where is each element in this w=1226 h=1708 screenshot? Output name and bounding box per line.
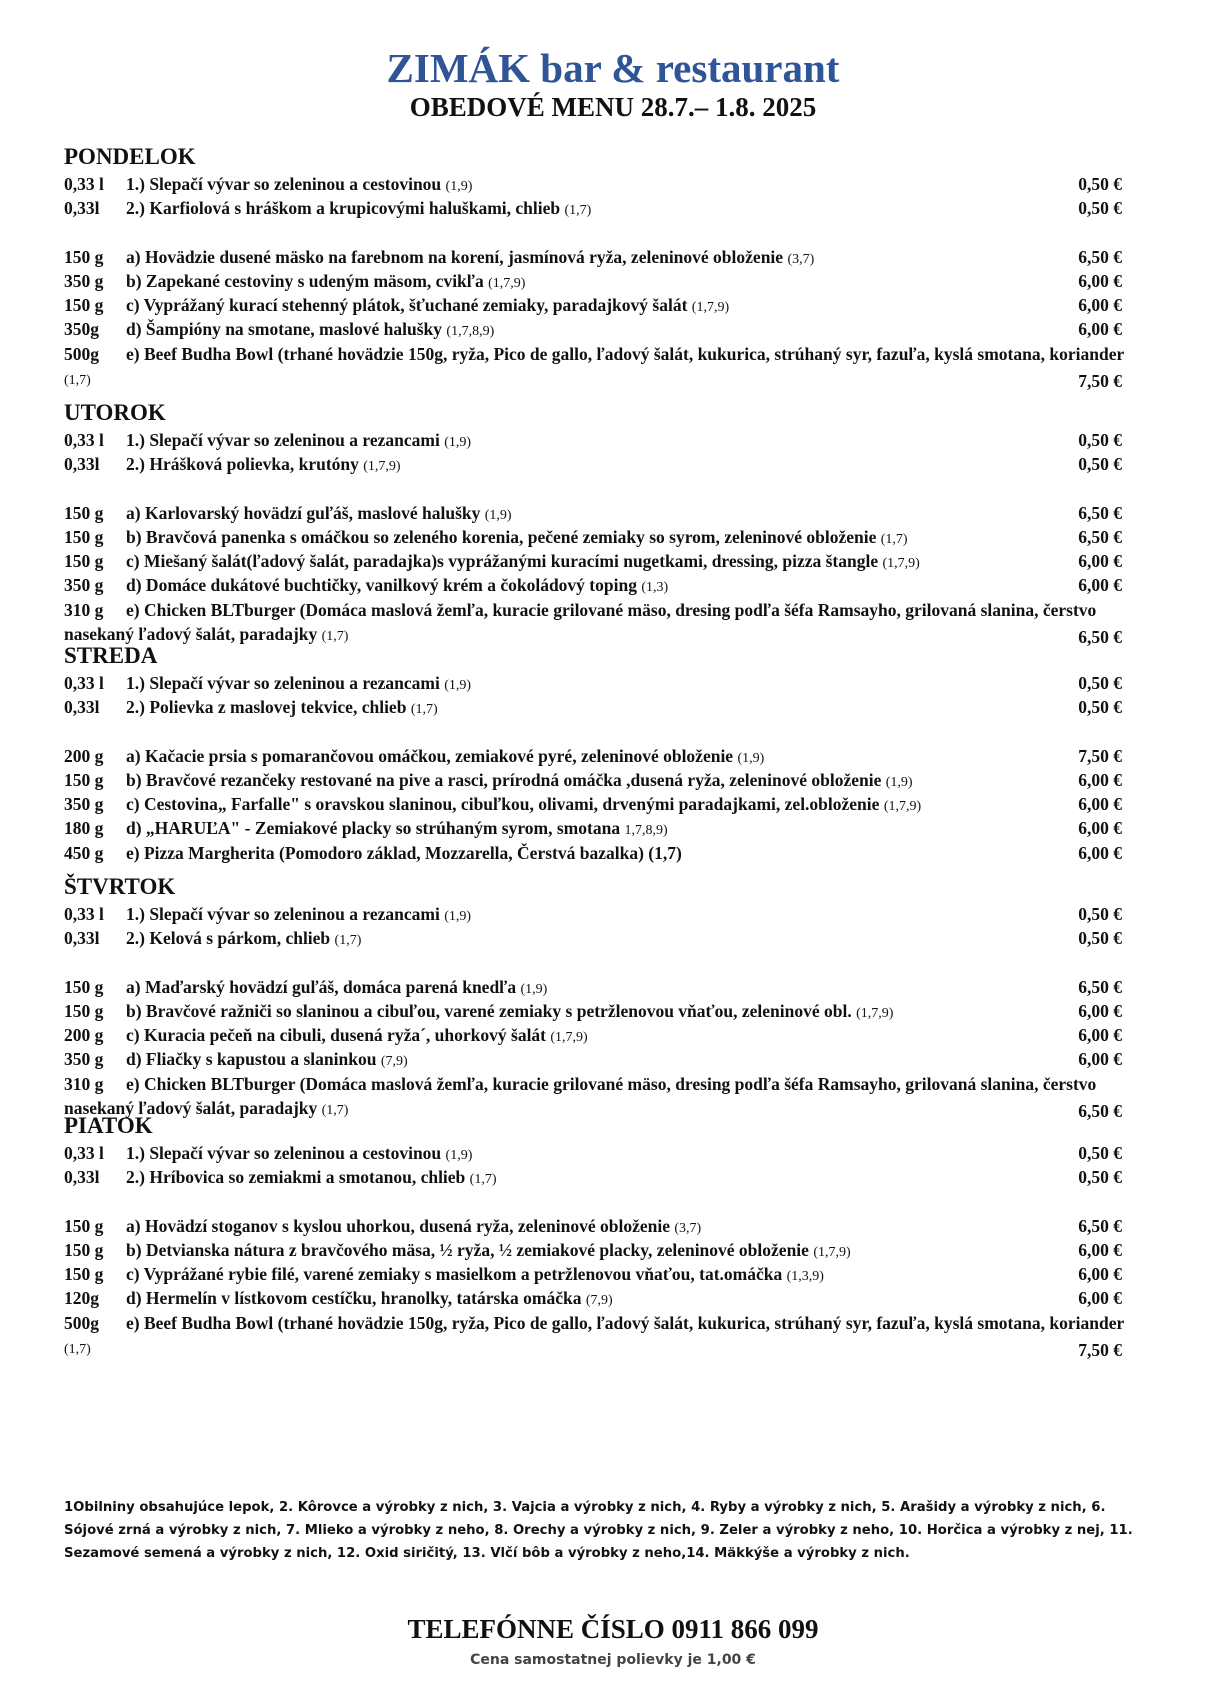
portion-weight: 0,33l — [64, 928, 100, 949]
dish-name: d) Šampióny na smotane, maslové halušky — [126, 319, 443, 340]
dish-name: 2.) Karfiolová s hráškom a krupicovými haluškami, chlieb — [126, 198, 561, 219]
allergen-codes: (1,9) — [484, 507, 512, 523]
portion-weight: 150 g — [64, 1264, 104, 1285]
dish-price: 7,50 € — [1078, 745, 1122, 766]
dish-price: 6,00 € — [1078, 1288, 1122, 1309]
dish-name: c) Kuracia pečeň na cibuli, dusená ryža´, uhorkový šalát — [126, 1025, 547, 1046]
soup-item — [64, 196, 1144, 220]
dish-price: 6,00 € — [1078, 295, 1122, 316]
allergen-codes: (1,9) — [885, 774, 913, 790]
allergen-codes: (1,7) — [880, 531, 908, 547]
main-dish-item — [64, 1023, 1144, 1047]
portion-weight: 0,33l — [64, 697, 100, 718]
dish-price: 0,50 € — [1078, 1167, 1122, 1188]
portion-weight: 150 g — [64, 526, 104, 547]
spacer — [64, 221, 1144, 245]
main-dish-item — [64, 816, 1144, 840]
dish-name: e) Chicken BLTburger (Domáca maslová žemľa, kuracie grilované mäso, dresing podľa šéfa Ramsayho, grilovaná slanina, čerstvo nasekaný ľadový šalát, paradajky — [64, 599, 1097, 645]
main-dish-item — [64, 342, 1144, 394]
portion-weight: 310 g — [64, 1073, 104, 1094]
dish-name: e) Pizza Margherita (Pomodoro základ, Mozzarella, Čerstvá bazalka) (1,7) — [126, 842, 682, 863]
dish-price: 6,00 € — [1078, 270, 1122, 291]
day-section — [64, 641, 1144, 865]
dish-name: 1.) Slepačí vývar so zeleninou a rezancami — [126, 673, 440, 693]
portion-weight: 200 g — [64, 1025, 104, 1046]
portion-weight: 0,33 l — [64, 904, 104, 924]
dish-name: b) Detvianska nátura z bravčového mäsa, ½ ryža, ½ zemiakové placky, zeleninové obloženie — [126, 1239, 809, 1260]
day-heading: PONDELOK — [64, 144, 196, 169]
dish-price: 6,00 € — [1078, 551, 1122, 572]
main-dish-item — [64, 1238, 1144, 1262]
portion-weight: 200 g — [64, 745, 104, 766]
portion-weight: 500g — [64, 1312, 99, 1333]
dish-name: 2.) Polievka z maslovej tekvice, chlieb — [126, 697, 407, 718]
dish-name: 1.) Slepačí vývar so zeleninou a rezancami — [126, 430, 440, 450]
dish-name: d) Hermelín v lístkovom cestíčku, hranolky, tatárska omáčka — [126, 1288, 582, 1309]
dish-name: c) Cestovina„ Farfalle" s oravskou slaninou, cibuľkou, olivami, drvenými paradajkami, zel.obloženie — [126, 794, 880, 815]
soup-item — [64, 1141, 1144, 1165]
dish-price: 6,50 € — [1078, 1101, 1122, 1122]
main-dish-item — [64, 269, 1144, 293]
portion-weight: 150 g — [64, 295, 104, 316]
phone-number: TELEFÓNNE ČÍSLO 0911 866 099 — [407, 1614, 819, 1644]
portion-weight: 150 g — [64, 246, 104, 267]
dish-price: 0,50 € — [1078, 697, 1122, 718]
allergen-codes: (7,9) — [380, 1054, 408, 1070]
dish-name: 1.) Slepačí vývar so zeleninou a rezancami — [126, 904, 440, 924]
soup-item — [64, 902, 1144, 926]
soup-item — [64, 452, 1144, 476]
dish-name: 2.) Kelová s párkom, chlieb — [126, 928, 331, 949]
soup-item — [64, 1165, 1144, 1189]
portion-weight: 0,33l — [64, 454, 100, 475]
allergen-codes: (1,7,9) — [813, 1244, 851, 1260]
allergens-legend: 1Obilniny obsahujúce lepok, 2. Kôrovce a výrobky z nich, 3. Vajcia a výrobky z nich, 4. Ryby a výrobky z nich, 5. Arašidy a výrobky z nich, 6. Sójové zrná a výrobky z nich, 7. Mlieko a výrobky z neho, 8. Orechy a výrobky z nich, 9. Zeler a výrobky z neho, 10. Horčica a výrobky z nej, 11. Sezamové semená a výrobky z nich, 12. Oxid siričitý, 13. Vlčí bôb a výrobky z neho,14. Mäkkýše a výrobky z nich. — [64, 1500, 1133, 1561]
dish-price: 0,50 € — [1078, 198, 1122, 219]
dish-price: 0,50 € — [1078, 1143, 1122, 1163]
dish-price: 6,50 € — [1078, 1215, 1122, 1236]
dish-price: 6,50 € — [1078, 976, 1122, 997]
allergen-codes: (1,7) — [64, 1342, 91, 1358]
portion-weight: 350 g — [64, 1049, 104, 1070]
soup-item — [64, 695, 1144, 719]
allergen-codes: (1,7) — [321, 1103, 349, 1119]
dish-name: 1.) Slepačí vývar so zeleninou a cestovinou — [126, 174, 442, 194]
dish-price: 6,50 € — [1078, 526, 1122, 547]
dish-price: 0,50 € — [1078, 174, 1122, 194]
portion-weight: 180 g — [64, 818, 104, 839]
portion-weight: 310 g — [64, 599, 104, 620]
day-heading: STREDA — [64, 643, 158, 668]
dish-price: 6,00 € — [1078, 842, 1122, 863]
dish-price: 6,00 € — [1078, 319, 1122, 340]
dish-name: a) Kačacie prsia s pomarančovou omáčkou, zemiakové pyré, zeleninové obloženie — [126, 745, 734, 766]
portion-weight: 150 g — [64, 769, 104, 790]
main-dish-item — [64, 245, 1144, 269]
dish-price: 7,50 € — [1078, 371, 1122, 392]
dish-name: e) Chicken BLTburger (Domáca maslová žemľa, kuracie grilované mäso, dresing podľa šéfa Ramsayho, grilovaná slanina, čerstvo nasekaný ľadový šalát, paradajky — [64, 1073, 1097, 1119]
dish-name: b) Bravčová panenka s omáčkou so zeleného korenia, pečené zemiaky so syrom, zeleninové obloženie — [126, 526, 877, 547]
dish-price: 7,50 € — [1078, 1340, 1122, 1361]
soup-item — [64, 428, 1144, 452]
spacer — [64, 720, 1144, 744]
dish-name: d) „HARUĽA" - Zemiakové placky so strúhaným syrom, smotana — [126, 818, 621, 839]
dish-name: c) Vyprážané rybie filé, varené zemiaky s masielkom a petržlenovou vňaťou, tat.omáčka — [126, 1264, 783, 1285]
dish-name: e) Beef Budha Bowl (trhané hovädzie 150g, ryža, Pico de gallo, ľadový šalát, kukurica, strúhaný syr, fazuľa, kyslá smotana, koriander — [126, 1312, 1124, 1333]
portion-weight: 350 g — [64, 575, 104, 596]
allergen-codes: (1,3) — [641, 580, 669, 596]
allergen-codes: (1,7,9) — [882, 556, 920, 572]
portion-weight: 150 g — [64, 1000, 104, 1021]
main-dish-item — [64, 317, 1144, 341]
dish-name: b) Bravčové rezančeky restované na pive a rasci, prírodná omáčka ,dusená ryža, zeleninové obloženie — [126, 769, 882, 790]
main-dish-item — [64, 999, 1144, 1023]
spacer — [64, 477, 1144, 501]
portion-weight: 450 g — [64, 842, 104, 863]
main-dish-item — [64, 573, 1144, 597]
dish-price: 6,50 € — [1078, 627, 1122, 648]
dish-price: 6,00 € — [1078, 1264, 1122, 1285]
soup-item — [64, 172, 1144, 196]
dish-name: c) Miešaný šalát(ľadový šalát, paradajka)s vyprážanými kuracími nugetkami, dressing, pizza štangle — [126, 551, 879, 572]
allergen-codes: (1,7,9) — [550, 1030, 588, 1046]
dish-price: 6,00 € — [1078, 1000, 1122, 1021]
allergen-codes: (1,7,9) — [488, 275, 526, 291]
main-dish-item — [64, 1262, 1144, 1286]
allergen-codes: (1,3,9) — [786, 1269, 824, 1285]
dish-name: 2.) Hrášková polievka, krutóny — [126, 454, 359, 475]
portion-weight: 350 g — [64, 794, 104, 815]
allergen-codes: (1,9) — [737, 750, 765, 766]
main-dish-item — [64, 549, 1144, 573]
portion-weight: 150 g — [64, 502, 104, 523]
dish-price: 0,50 € — [1078, 928, 1122, 949]
main-dish-item — [64, 744, 1144, 768]
dish-name: d) Fliačky s kapustou a slaninkou — [126, 1049, 377, 1070]
portion-weight: 0,33 l — [64, 430, 104, 450]
portion-weight: 120g — [64, 1288, 99, 1309]
soup-item — [64, 671, 1144, 695]
allergen-codes: (3,7) — [674, 1220, 702, 1236]
allergen-codes: (1,7) — [410, 702, 438, 718]
day-heading: ŠTVRTOK — [64, 874, 176, 899]
dish-price: 6,00 € — [1078, 1049, 1122, 1070]
dish-name: 2.) Hríbovica so zemiakmi a smotanou, chlieb — [126, 1167, 466, 1188]
allergen-codes: (1,9) — [445, 179, 473, 194]
day-section — [64, 872, 1144, 1123]
soup-price-note: Cena samostatnej polievky je 1,00 € — [470, 1652, 756, 1668]
main-dish-item — [64, 293, 1144, 317]
dish-name: c) Vyprážaný kurací stehenný plátok, šťuchané zemiaky, paradajkový šalát — [126, 295, 688, 316]
portion-weight: 350 g — [64, 270, 104, 291]
allergen-codes: (1,7,9) — [883, 799, 922, 815]
main-dish-item — [64, 1047, 1144, 1071]
day-heading: PIATOK — [64, 1113, 153, 1138]
main-dish-item — [64, 975, 1144, 999]
portion-weight: 0,33l — [64, 1167, 100, 1188]
main-dish-item — [64, 841, 1144, 865]
dish-name: b) Zapekané cestoviny s udeným mäsom, cvikľa — [126, 270, 484, 291]
allergen-codes: (1,7,9) — [691, 300, 730, 316]
allergen-codes: (1,7) — [321, 629, 349, 645]
main-dish-item — [64, 792, 1144, 816]
menu-subtitle: OBEDOVÉ MENU 28.7.– 1.8. 2025 — [409, 92, 817, 122]
spacer — [64, 951, 1144, 975]
dish-price: 6,50 € — [1078, 502, 1122, 523]
restaurant-title: ZIMÁK bar & restaurant — [386, 45, 840, 91]
day-heading: UTOROK — [64, 400, 166, 425]
dish-price: 6,00 € — [1078, 769, 1122, 790]
portion-weight: 0,33 l — [64, 1143, 104, 1163]
main-dish-item — [64, 525, 1144, 549]
allergen-codes: 1,7,8,9) — [624, 823, 668, 839]
allergen-codes: (1,9) — [445, 1148, 473, 1163]
allergen-codes: (7,9) — [585, 1293, 613, 1309]
allergen-codes: (1,7,8,9) — [446, 324, 495, 340]
main-dish-item — [64, 1311, 1144, 1363]
dish-price: 6,00 € — [1078, 1239, 1122, 1260]
main-dish-item — [64, 1214, 1144, 1238]
main-dish-item — [64, 1286, 1144, 1310]
allergen-codes: (1,7) — [334, 933, 362, 949]
soup-item — [64, 926, 1144, 950]
dish-price: 0,50 € — [1078, 673, 1122, 693]
day-section — [64, 1111, 1144, 1362]
main-dish-item — [64, 501, 1144, 525]
allergen-codes: (1,9) — [520, 981, 548, 997]
dish-name: d) Domáce dukátové buchtičky, vanilkový krém a čokoládový toping — [126, 575, 637, 596]
portion-weight: 0,33 l — [64, 673, 104, 693]
portion-weight: 150 g — [64, 1215, 104, 1236]
dish-price: 0,50 € — [1078, 430, 1122, 450]
dish-price: 6,00 € — [1078, 1025, 1122, 1046]
portion-weight: 150 g — [64, 551, 104, 572]
allergen-codes: (1,9) — [444, 909, 472, 924]
dish-price: 6,50 € — [1078, 246, 1122, 267]
dish-name: a) Maďarský hovädzí guľáš, domáca parená knedľa — [126, 976, 517, 997]
dish-name: a) Karlovarský hovädzí guľáš, maslové halušky — [126, 502, 481, 523]
allergen-codes: (1,7) — [469, 1172, 497, 1188]
dish-price: 6,00 € — [1078, 818, 1122, 839]
dish-price: 6,00 € — [1078, 794, 1122, 815]
portion-weight: 0,33l — [64, 198, 100, 219]
dish-name: e) Beef Budha Bowl (trhané hovädzie 150g, ryža, Pico de gallo, ľadový šalát, kukurica, strúhaný syr, fazuľa, kyslá smotana, koriander — [126, 343, 1124, 364]
allergen-codes: (1,7) — [564, 203, 592, 219]
portion-weight: 0,33 l — [64, 174, 104, 194]
portion-weight: 350g — [64, 319, 99, 340]
allergen-codes: (1,9) — [444, 435, 472, 450]
dish-name: b) Bravčové ražniči so slaninou a cibuľou, varené zemiaky s petržlenovou vňaťou, zeleninové obl. — [126, 1000, 852, 1021]
dish-price: 0,50 € — [1078, 454, 1122, 475]
allergen-codes: (1,9) — [444, 678, 472, 693]
spacer — [64, 1190, 1144, 1214]
dish-name: a) Hovädzí stoganov s kyslou uhorkou, dusená ryža, zeleninové obloženie — [126, 1215, 671, 1236]
allergen-codes: (3,7) — [787, 251, 815, 267]
day-section — [64, 398, 1144, 649]
portion-weight: 150 g — [64, 1239, 104, 1260]
main-dish-item — [64, 768, 1144, 792]
allergen-codes: (1,7,9) — [856, 1005, 894, 1021]
day-section — [64, 142, 1144, 393]
portion-weight: 150 g — [64, 976, 104, 997]
dish-price: 0,50 € — [1078, 904, 1122, 924]
portion-weight: 500g — [64, 343, 99, 364]
dish-name: a) Hovädzie dusené mäsko na farebnom na korení, jasmínová ryža, zeleninové obloženie — [126, 246, 784, 267]
dish-name: 1.) Slepačí vývar so zeleninou a cestovinou — [126, 1143, 442, 1163]
allergen-codes: (1,7,9) — [363, 459, 401, 475]
allergen-codes: (1,7) — [64, 373, 91, 389]
dish-price: 6,00 € — [1078, 575, 1122, 596]
